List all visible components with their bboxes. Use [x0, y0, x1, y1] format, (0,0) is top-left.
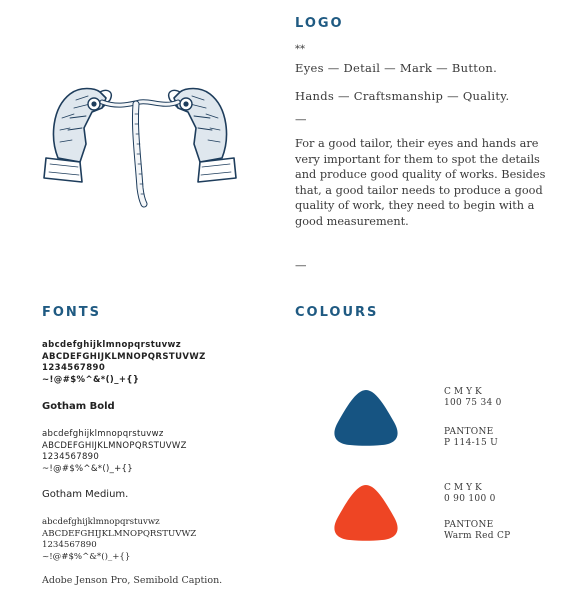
red-colour-swatch — [330, 481, 402, 543]
cmyk-values: 100 75 34 0 — [444, 398, 502, 408]
specimen-lowercase: abcdefghijklmnopqrstuvwz — [42, 429, 164, 439]
logo-heading: LOGO — [295, 16, 344, 31]
specimen-uppercase: ABCDEFGHIJKLMNOPQRSTUVWZ — [42, 440, 187, 451]
specimen-symbols: ~!@#$%^&*()_+{} — [42, 374, 140, 385]
pantone-value: Warm Red CP — [444, 531, 511, 541]
red-swatch-pantone — [444, 520, 511, 542]
font-name-jenson: Adobe Jenson Pro, Semibold Caption. — [42, 575, 223, 586]
specimen-lowercase: abcdefghijklmnopqrstuvwz — [42, 340, 182, 350]
font-name-gotham-medium: Gotham Medium. — [42, 489, 129, 500]
specimen-lowercase: abcdefghijklmnopqrstuvwz — [42, 517, 160, 527]
specimen-symbols: ~!@#$%^&*()_+{} — [42, 551, 131, 562]
blue-colour-swatch — [330, 386, 402, 448]
divider-dash: — — [295, 112, 307, 126]
font-name-gotham-bold: Gotham Bold — [42, 401, 115, 412]
logo-concept-hands: Hands — Craftsmanship — Quality. — [295, 89, 510, 103]
hands-holding-tape-measure-icon — [40, 78, 240, 208]
logo-concept-eyes: Eyes — Detail — Mark — Button. — [295, 61, 498, 75]
pantone-label: PANTONE — [444, 520, 494, 530]
specimen-uppercase: ABCDEFGHIJKLMNOPQRSTUVWZ — [42, 351, 206, 362]
fonts-heading: FONTS — [42, 305, 102, 320]
specimen-digits: 1234567890 — [42, 452, 100, 462]
red-swatch-cmyk — [444, 483, 496, 505]
specimen-digits: 1234567890 — [42, 363, 106, 373]
pantone-value: P 114-15 U — [444, 438, 499, 448]
divider-dash: — — [295, 258, 307, 272]
cmyk-label: CMYK — [444, 387, 485, 397]
gotham-medium-specimen — [42, 429, 187, 475]
cmyk-label: CMYK — [444, 483, 485, 493]
blue-swatch-pantone — [444, 427, 498, 449]
specimen-symbols: ~!@#$%^&*()_+{} — [42, 463, 133, 474]
gotham-bold-specimen — [42, 340, 206, 386]
colours-heading: COLOURS — [295, 305, 379, 320]
cmyk-values: 0 90 100 0 — [444, 494, 496, 504]
specimen-digits: 1234567890 — [42, 540, 97, 550]
specimen-uppercase: ABCDEFGHIJKLMNOPQRSTUVWZ — [42, 528, 197, 539]
blue-swatch-cmyk — [444, 387, 502, 409]
jenson-specimen — [42, 517, 196, 563]
logo-description: For a good tailor, their eyes and hands are very important for them to spot the details and produce good quality of works. Besides that, a good tailor needs to produce a good quality of work, they need to begin with a good measurement. — [295, 137, 546, 228]
pantone-label: PANTONE — [444, 427, 494, 437]
decorative-stars: ** — [295, 44, 305, 55]
